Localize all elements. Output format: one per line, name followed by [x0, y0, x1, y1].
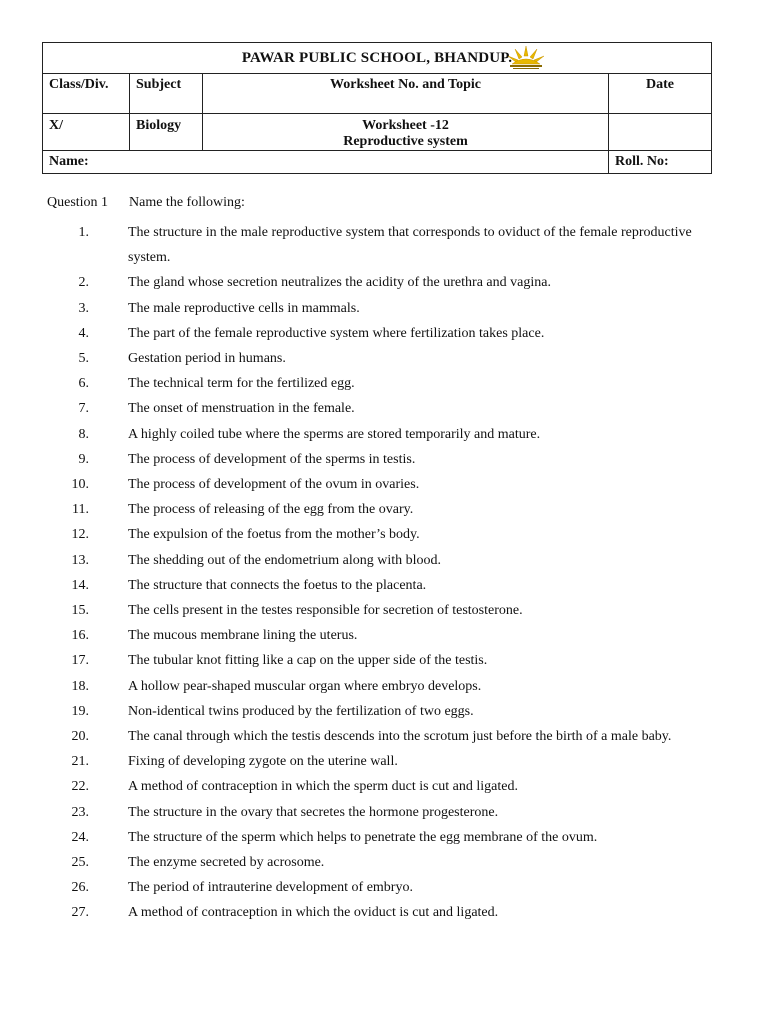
- item-number: 7.: [78, 401, 89, 417]
- item-number: 26.: [71, 880, 89, 896]
- question-instruction: Name the following:: [129, 195, 245, 210]
- list-item: [47, 648, 707, 673]
- item-number: 25.: [71, 855, 89, 871]
- item-text: A highly coiled tube where the sperms are stored temporarily and mature.: [128, 426, 541, 442]
- item-text: The structure in the male reproductive system that corresponds to oviduct of the female reproductive system.: [128, 225, 692, 266]
- item-text: The process of development of the ovum in ovaries.: [128, 477, 420, 493]
- question-list: [47, 220, 707, 926]
- item-text: Gestation period in humans.: [128, 351, 286, 367]
- item-text: The structure in the ovary that secretes the hormone progesterone.: [128, 804, 499, 820]
- item-text: The expulsion of the foetus from the mother’s body.: [128, 527, 420, 543]
- item-text: A hollow pear-shaped muscular organ where embryo develops.: [128, 678, 482, 694]
- sun-rays-icon: [506, 44, 546, 72]
- item-number: 3.: [78, 300, 89, 316]
- list-item: [47, 875, 707, 900]
- item-number: 9.: [78, 451, 89, 467]
- worksheet-topic-value: [203, 114, 609, 151]
- item-text: The mucous membrane lining the uterus.: [128, 628, 358, 644]
- list-item: [47, 825, 707, 850]
- item-number: 17.: [71, 653, 89, 669]
- school-name: PAWAR PUBLIC SCHOOL, BHANDUP.: [241, 49, 513, 66]
- item-number: 18.: [71, 678, 89, 694]
- date-header: Date: [609, 74, 712, 114]
- roll-no-label: Roll. No:: [609, 151, 712, 174]
- list-item: [47, 396, 707, 421]
- worksheet-number: Worksheet -12: [362, 118, 449, 133]
- item-number: 23.: [71, 804, 89, 820]
- list-item: [47, 522, 707, 547]
- list-item: [47, 447, 707, 472]
- item-text: The canal through which the testis descends into the scrotum just before the birth of a male baby.: [128, 729, 672, 745]
- item-number: 11.: [72, 502, 89, 518]
- list-item: [47, 749, 707, 774]
- item-number: 13.: [71, 552, 89, 568]
- list-item: [47, 674, 707, 699]
- item-number: 16.: [71, 628, 89, 644]
- item-number: 20.: [71, 729, 89, 745]
- list-item: [47, 371, 707, 396]
- list-item: [47, 270, 707, 295]
- list-item: [47, 296, 707, 321]
- item-text: The gland whose secretion neutralizes the acidity of the urethra and vagina.: [128, 275, 551, 291]
- list-item: [47, 850, 707, 875]
- list-item: [47, 598, 707, 623]
- question-heading: [47, 195, 245, 211]
- question-label: Question 1: [47, 195, 109, 210]
- item-number: 21.: [71, 754, 89, 770]
- list-item: [47, 220, 707, 270]
- item-text: The tubular knot fitting like a cap on the upper side of the testis.: [128, 653, 488, 669]
- list-item: [47, 900, 707, 925]
- list-item: [47, 321, 707, 346]
- item-text: The structure of the sperm which helps to penetrate the egg membrane of the ovum.: [128, 829, 598, 845]
- item-number: 1.: [78, 225, 89, 240]
- item-number: 14.: [71, 577, 89, 593]
- list-item: [47, 800, 707, 825]
- worksheet-topic-header: Worksheet No. and Topic: [203, 74, 609, 114]
- item-text: The technical term for the fertilized egg.: [128, 376, 355, 392]
- item-number: 6.: [78, 376, 89, 392]
- item-number: 27.: [71, 905, 89, 921]
- item-number: 4.: [78, 325, 89, 341]
- list-item: [47, 724, 707, 749]
- class-div-value: X/: [43, 114, 130, 151]
- item-text: A method of contraception in which the oviduct is cut and ligated.: [128, 905, 499, 921]
- list-item: [47, 346, 707, 371]
- list-item: [47, 497, 707, 522]
- item-text: The cells present in the testes responsible for secretion of testosterone.: [128, 603, 523, 619]
- item-number: 24.: [71, 829, 89, 845]
- item-number: 5.: [78, 351, 89, 367]
- item-number: 22.: [71, 779, 89, 795]
- list-item: [47, 774, 707, 799]
- list-item: [47, 422, 707, 447]
- list-item: [47, 623, 707, 648]
- subject-header: Subject: [130, 74, 203, 114]
- item-number: 15.: [71, 603, 89, 619]
- item-text: Fixing of developing zygote on the uterine wall.: [128, 754, 398, 770]
- item-number: 8.: [78, 426, 89, 442]
- name-label: Name:: [43, 151, 609, 174]
- item-text: A method of contraception in which the sperm duct is cut and ligated.: [128, 779, 518, 795]
- item-text: The shedding out of the endometrium along with blood.: [128, 552, 442, 568]
- item-text: The enzyme secreted by acrosome.: [128, 855, 325, 871]
- list-item: [47, 472, 707, 497]
- item-text: The male reproductive cells in mammals.: [128, 300, 360, 316]
- item-text: The part of the female reproductive system where fertilization takes place.: [128, 325, 545, 341]
- item-number: 19.: [71, 703, 89, 719]
- item-number: 10.: [71, 477, 89, 493]
- item-number: 2.: [78, 275, 89, 291]
- worksheet-topic: Reproductive system: [343, 134, 468, 149]
- item-text: The process of development of the sperms in testis.: [128, 451, 416, 467]
- worksheet-header-table: [42, 42, 712, 174]
- list-item: [47, 699, 707, 724]
- item-text: The structure that connects the foetus to the placenta.: [128, 577, 427, 593]
- item-text: Non-identical twins produced by the fertilization of two eggs.: [128, 703, 474, 719]
- list-item: [47, 548, 707, 573]
- school-title-cell: [43, 43, 712, 74]
- item-number: 12.: [71, 527, 89, 543]
- item-text: The process of releasing of the egg from the ovary.: [128, 502, 414, 518]
- item-text: The onset of menstruation in the female.: [128, 401, 355, 417]
- list-item: [47, 573, 707, 598]
- subject-value: Biology: [130, 114, 203, 151]
- class-div-header: Class/Div.: [43, 74, 130, 114]
- date-value: [609, 114, 712, 151]
- item-text: The period of intrauterine development of embryo.: [128, 880, 413, 896]
